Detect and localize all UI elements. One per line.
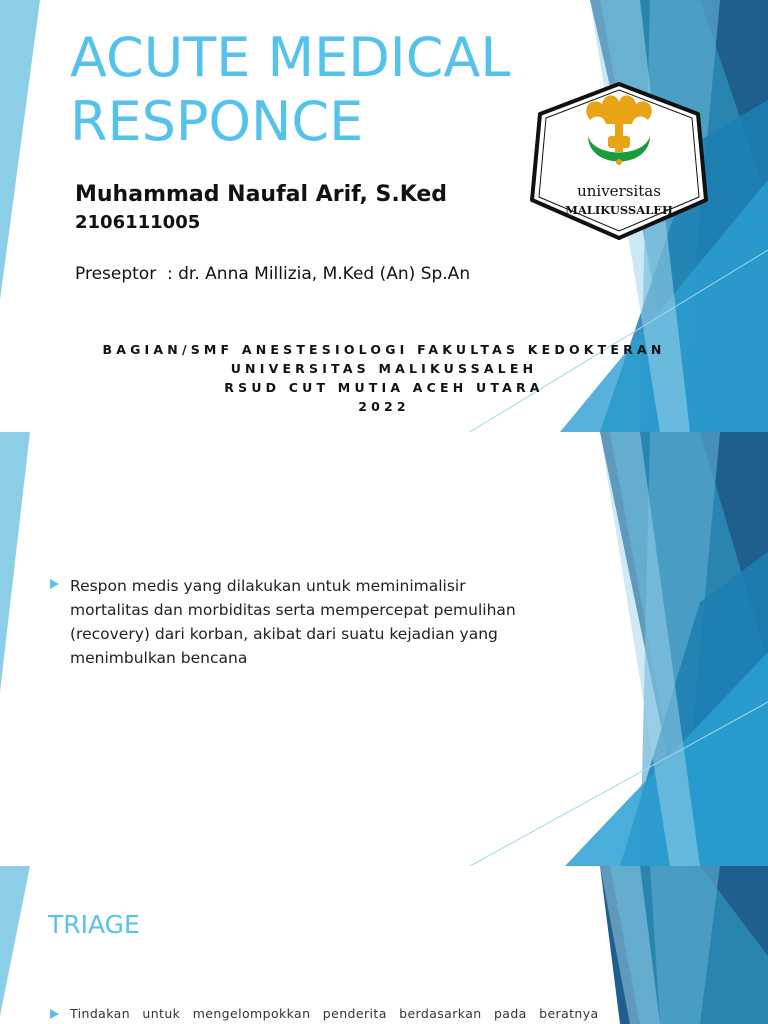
triage-bullet [50, 1006, 599, 1021]
bullet-line: Respon medis yang dilakukan untuk meminimalisir [70, 577, 466, 595]
institution-year: 2022 [358, 399, 410, 414]
bullet-arrow-icon [50, 579, 59, 589]
definition-bullet [50, 574, 570, 670]
preseptor-label: Preseptor [75, 264, 157, 284]
student-id: 2106111005 [75, 212, 201, 233]
institution-line: UNIVERSITAS MALIKUSSALEH [230, 361, 538, 376]
bullet-text [70, 574, 570, 670]
bullet-line: menimbulkan bencana [70, 649, 248, 667]
logo-text-line-2: MALIKUSSALEH [565, 203, 673, 217]
title-line-2: RESPONCE [70, 90, 364, 153]
institution-line: BAGIAN/SMF ANESTESIOLOGI FAKULTAS KEDOKTERAN [102, 342, 666, 357]
preseptor-line [75, 264, 470, 284]
slide-definition [0, 432, 768, 866]
slide-title [0, 0, 768, 432]
bullet-arrow-icon [50, 1009, 59, 1019]
university-logo [530, 80, 708, 242]
slide-triage [0, 866, 768, 1024]
triage-bullet-text: Tindakan untuk mengelompokkan penderita berdasarkan pada beratnya [70, 1006, 599, 1021]
author-name: Muhammad Naufal Arif, S.Ked [75, 182, 448, 207]
bullet-line: mortalitas dan morbiditas serta mempercepat pemulihan [70, 601, 516, 619]
slide3-decoration [0, 866, 768, 1024]
preseptor-value: : dr. Anna Millizia, M.Ked (An) Sp.An [156, 264, 471, 284]
bullet-line: (recovery) dari korban, akibat dari suatu kejadian yang [70, 625, 498, 643]
institution-block [0, 340, 768, 416]
triage-heading: TRIAGE [48, 910, 140, 939]
presentation-title [70, 26, 510, 154]
institution-line: RSUD CUT MUTIA ACEH UTARA [224, 380, 544, 395]
title-line-1: ACUTE MEDICAL [70, 26, 511, 89]
logo-text-line-1: universitas [577, 182, 661, 200]
